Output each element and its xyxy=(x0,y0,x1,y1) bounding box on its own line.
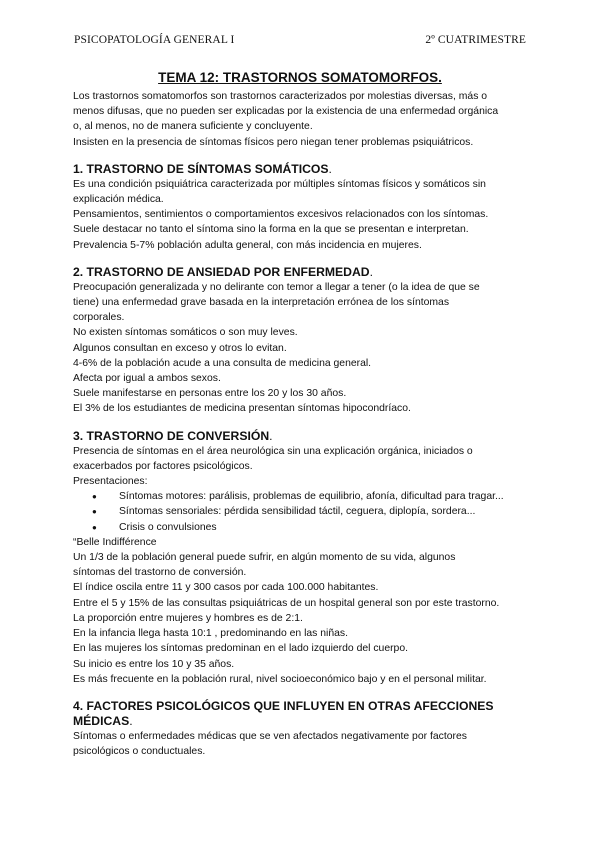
text-line: Un 1/3 de la población general puede sufrir, en algún momento de su vida, algunos xyxy=(73,552,456,564)
text-line: Afecta por igual a ambos sexos. xyxy=(73,373,221,385)
text-line: corporales. xyxy=(73,312,125,324)
page-header xyxy=(74,34,526,46)
section-1 xyxy=(73,162,533,253)
text-line: Prevalencia 5-7% población adulta general, con más incidencia en mujeres. xyxy=(73,239,422,251)
list-item: ● Síntomas motores: parálisis, problemas de equilibrio, afonía, dificultad para tragar... xyxy=(105,489,533,504)
heading-text: MÉDICAS xyxy=(73,713,130,728)
text-line: La proporción entre mujeres y hombres es de 2:1. xyxy=(73,612,303,624)
section-heading: 4. FACTORES PSICOLÓGICOS QUE INFLUYEN EN OTRAS AFECCIONES xyxy=(73,698,494,713)
section-2 xyxy=(73,265,533,417)
presentations-list xyxy=(73,489,533,535)
heading-dot: . xyxy=(328,161,332,176)
heading-dot: . xyxy=(269,428,273,443)
text-line: En la infancia llega hasta 10:1 , predominando en las niñas. xyxy=(73,628,348,640)
text-line: o, al menos, no de manera suficiente y concluyente. xyxy=(73,121,313,133)
heading-dot: . xyxy=(369,264,373,279)
document-title: TEMA 12: TRASTORNOS SOMATOMORFOS. xyxy=(158,70,442,85)
text-line: Insisten en la presencia de síntomas físicos pero niegan tener problemas psiquiátricos. xyxy=(73,136,474,148)
list-item: ● Síntomas sensoriales: pérdida sensibilidad táctil, ceguera, diplopía, sordera... xyxy=(105,504,533,519)
text-line: Entre el 5 y 15% de las consultas psiquiátricas de un hospital general son por este trastorno. xyxy=(73,597,500,609)
section-heading xyxy=(73,162,533,177)
text-line: tiene) una enfermedad grave basada en la interpretación errónea de los síntomas xyxy=(73,297,450,309)
text-line: menos difusas, que no pueden ser explicadas por la existencia de una enfermedad orgánica xyxy=(73,106,499,118)
text-line: Suele destacar no tanto el síntoma sino la forma en la que se presentan e interpretan. xyxy=(73,224,469,236)
text-line: El 3% de los estudiantes de medicina presentan síntomas hipocondríaco. xyxy=(73,403,411,415)
text-line: Síntomas o enfermedades médicas que se ven afectados negativamente por factores xyxy=(73,730,467,742)
heading-text: 2. TRASTORNO DE ANSIEDAD POR ENFERMEDAD xyxy=(73,264,370,279)
header-subject: PSICOPATOLOGÍA GENERAL I xyxy=(74,34,235,46)
text-line: El índice oscila entre 11 y 300 casos por cada 100.000 habitantes. xyxy=(73,582,379,594)
document-body xyxy=(73,89,533,759)
text-line: Presentaciones: xyxy=(73,476,148,488)
text-line: No existen síntomas somáticos o son muy leves. xyxy=(73,327,298,339)
text-line: explicación médica. xyxy=(73,194,164,206)
section-heading-cont xyxy=(73,714,533,729)
text-line: Es una condición psiquiátrica caracterizada por múltiples síntomas físicos y somáticos sin xyxy=(73,178,486,190)
text-line: Su inicio es entre los 10 y 35 años. xyxy=(73,658,235,670)
section-3 xyxy=(73,429,533,687)
text-line: 4-6% de la población acude a una consulta de medicina general. xyxy=(73,357,372,369)
text-line: “Belle Indifférence xyxy=(73,536,157,548)
header-term: 2º CUATRIMESTRE xyxy=(425,34,526,46)
text-line: Preocupación generalizada y no delirante con temor a llegar a tener (o la idea de que se xyxy=(73,281,480,293)
text-line: exacerbados por factores psicológicos. xyxy=(73,460,253,472)
section-heading xyxy=(73,429,533,444)
heading-text: 3. TRASTORNO DE CONVERSIÓN xyxy=(73,428,270,443)
text-line: Los trastornos somatomorfos son trastornos caracterizados por molestias diversas, más o xyxy=(73,91,488,102)
list-item: ● Crisis o convulsiones xyxy=(105,520,533,535)
section-4 xyxy=(73,699,533,759)
text-line: En las mujeres los síntomas predominan en el lado izquierdo del cuerpo. xyxy=(73,643,408,655)
text-line: Es más frecuente en la población rural, nivel socioeconómico bajo y en el personal militar. xyxy=(73,673,487,685)
text-line: psicológicos o conductuales. xyxy=(73,746,206,758)
text-line: Algunos consultan en exceso y otros lo evitan. xyxy=(73,342,287,354)
heading-text: 1. TRASTORNO DE SÍNTOMAS SOMÁTICOS xyxy=(73,161,329,176)
text-line: Presencia de síntomas en el área neurológica sin una explicación orgánica, iniciados o xyxy=(73,445,473,457)
text-line: síntomas del trastorno de conversión. xyxy=(73,567,247,579)
text-line: Suele manifestarse en personas entre los 20 y los 30 años. xyxy=(73,388,347,400)
heading-dot: . xyxy=(129,713,133,728)
section-heading xyxy=(73,265,533,280)
intro-section xyxy=(73,89,533,150)
text-line: Pensamientos, sentimientos o comportamientos excesivos relacionados con los síntomas. xyxy=(73,209,489,221)
